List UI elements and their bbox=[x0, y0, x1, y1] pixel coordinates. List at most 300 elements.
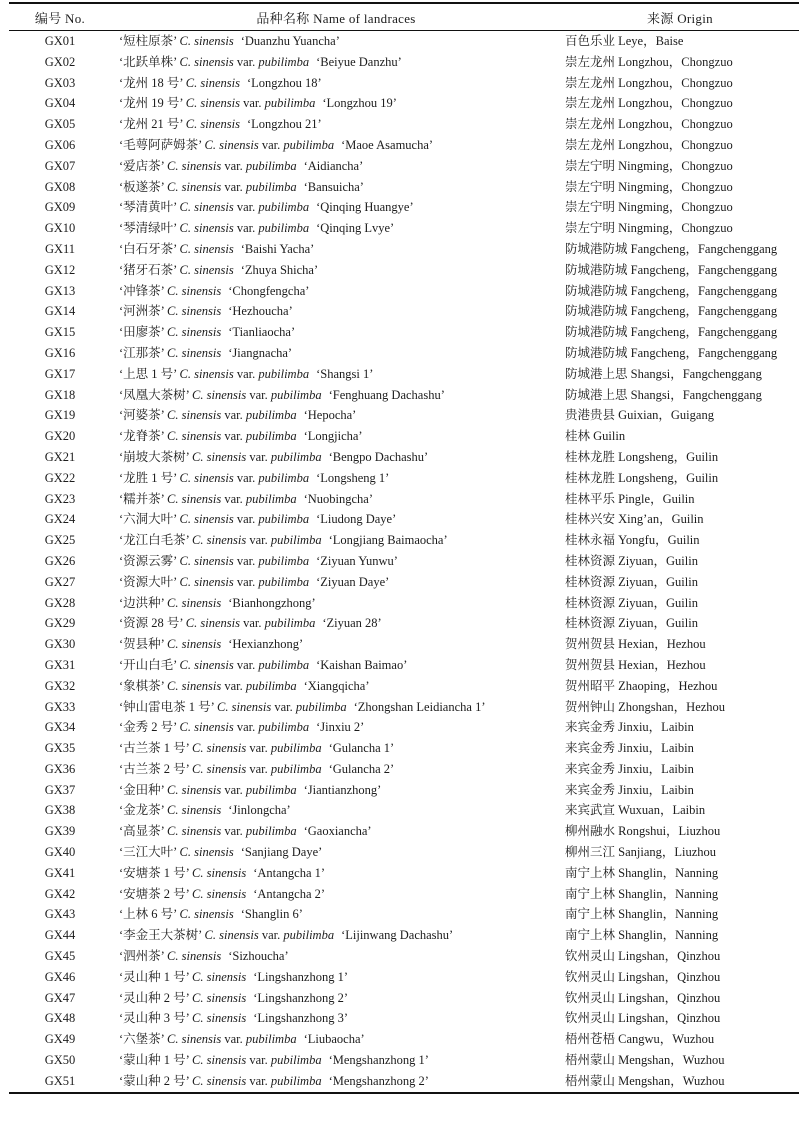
origin: 防城港防城 Fangcheng，Fangchenggang bbox=[565, 325, 778, 340]
landrace-cn-name: ‘龙州 21 号’ bbox=[119, 117, 186, 132]
row-number: GX14 bbox=[44, 304, 76, 319]
cultivar-name: ‘Shangsi 1’ bbox=[316, 366, 374, 381]
cultivar-name: ‘Liubaocha’ bbox=[303, 1032, 365, 1047]
landrace-cn-name: ‘猪牙石茶’ bbox=[119, 262, 180, 277]
species-name: C. sinensis bbox=[204, 137, 259, 152]
row-number: GX33 bbox=[44, 699, 76, 714]
cultivar-name: ‘Bengpo Dachashu’ bbox=[328, 449, 429, 464]
table-row bbox=[9, 800, 799, 821]
variety-abbrev: var. bbox=[246, 1053, 271, 1068]
column-header-no: 编号 No. bbox=[34, 10, 86, 26]
species-name: C. sinensis bbox=[179, 845, 234, 860]
variety-name: pubilimba bbox=[264, 96, 316, 111]
origin: 桂林资源 Ziyuan，Guilin bbox=[565, 553, 698, 568]
landrace-cn-name: ‘田廖茶’ bbox=[119, 325, 168, 340]
landrace-cn-name: ‘泗州茶’ bbox=[119, 949, 168, 964]
landrace-name bbox=[111, 613, 561, 634]
landrace-cn-name: ‘龙州 19 号’ bbox=[119, 96, 186, 111]
landrace-cn-name: ‘边洪种’ bbox=[119, 595, 168, 610]
landrace-cn-name: ‘江那茶’ bbox=[119, 345, 168, 360]
row-number: GX06 bbox=[44, 137, 76, 152]
origin: 来宾金秀 Jinxiu，Laibin bbox=[565, 782, 694, 797]
cultivar-name: ‘Tianliaocha’ bbox=[228, 325, 296, 340]
table-row bbox=[9, 426, 799, 447]
variety-name: pubilimba bbox=[258, 657, 310, 672]
cultivar-name: ‘Duanzhu Yuancha’ bbox=[240, 34, 340, 48]
row-number: GX26 bbox=[44, 553, 76, 568]
landrace-cn-name: ‘北跃单株’ bbox=[119, 54, 180, 69]
origin: 崇左宁明 Ningming，Chongzuo bbox=[565, 200, 733, 215]
landrace-name bbox=[111, 281, 561, 302]
variety-name: pubilimba bbox=[270, 533, 322, 548]
landrace-name bbox=[111, 634, 561, 655]
origin: 防城港上思 Shangsi，Fangchenggang bbox=[565, 366, 762, 381]
table-row bbox=[9, 738, 799, 759]
table-row bbox=[9, 447, 799, 468]
variety-name: pubilimba bbox=[258, 574, 310, 589]
landrace-cn-name: ‘白石牙茶’ bbox=[119, 241, 180, 256]
table-row bbox=[9, 52, 799, 73]
landrace-name bbox=[111, 135, 561, 156]
species-name: C. sinensis bbox=[167, 803, 222, 818]
variety-abbrev: var. bbox=[221, 491, 246, 506]
cultivar-name: ‘Zhuya Shicha’ bbox=[240, 262, 319, 277]
origin: 防城港防城 Fangcheng，Fangchenggang bbox=[565, 345, 778, 360]
row-number: GX27 bbox=[44, 574, 76, 589]
variety-name: pubilimba bbox=[258, 221, 310, 236]
variety-name: pubilimba bbox=[245, 408, 297, 423]
origin: 崇左龙州 Longzhou，Chongzuo bbox=[565, 137, 733, 152]
landrace-cn-name: ‘糯并茶’ bbox=[119, 491, 168, 506]
landrace-cn-name: ‘金龙茶’ bbox=[119, 803, 168, 818]
origin: 桂林资源 Ziyuan，Guilin bbox=[565, 595, 698, 610]
species-name: C. sinensis bbox=[192, 990, 247, 1005]
table-row bbox=[9, 925, 799, 946]
variety-name: pubilimba bbox=[270, 387, 322, 402]
origin: 贺州贺县 Hexian，Hezhou bbox=[565, 657, 706, 672]
landrace-name bbox=[111, 31, 561, 52]
landrace-cn-name: ‘六洞大叶’ bbox=[119, 512, 180, 527]
variety-name: pubilimba bbox=[245, 179, 297, 194]
table-row bbox=[9, 759, 799, 780]
row-number: GX49 bbox=[44, 1032, 76, 1047]
row-number: GX43 bbox=[44, 907, 76, 922]
landrace-cn-name: ‘河婆茶’ bbox=[119, 408, 168, 423]
landrace-name bbox=[111, 967, 561, 988]
cultivar-name: ‘Beiyue Danzhu’ bbox=[316, 54, 402, 69]
variety-abbrev: var. bbox=[233, 574, 259, 589]
row-number: GX46 bbox=[44, 969, 76, 984]
cultivar-name: ‘Longzhou 21’ bbox=[246, 117, 322, 132]
variety-abbrev: var. bbox=[233, 470, 259, 485]
species-name: C. sinensis bbox=[192, 1053, 247, 1068]
variety-abbrev: var. bbox=[246, 1073, 271, 1088]
origin: 桂林永福 Yongfu，Guilin bbox=[565, 533, 700, 548]
table-row bbox=[9, 343, 799, 364]
row-number: GX42 bbox=[44, 886, 76, 901]
variety-name: pubilimba bbox=[264, 616, 316, 631]
landrace-name bbox=[111, 925, 561, 946]
origin: 崇左宁明 Ningming，Chongzuo bbox=[565, 179, 733, 194]
species-name: C. sinensis bbox=[179, 553, 234, 568]
species-name: C. sinensis bbox=[167, 408, 222, 423]
table-row bbox=[9, 385, 799, 406]
landrace-name bbox=[111, 676, 561, 697]
row-number: GX20 bbox=[44, 429, 76, 444]
cultivar-name: ‘Ziyuan Daye’ bbox=[316, 574, 390, 589]
landrace-name bbox=[111, 1008, 561, 1029]
row-number: GX16 bbox=[44, 345, 76, 360]
landrace-name bbox=[111, 301, 561, 322]
landrace-name bbox=[111, 73, 561, 94]
variety-abbrev: var. bbox=[233, 720, 259, 735]
row-number: GX41 bbox=[44, 865, 76, 880]
cultivar-name: ‘Fenghuang Dachashu’ bbox=[328, 387, 445, 402]
table-row bbox=[9, 655, 799, 676]
variety-name: pubilimba bbox=[245, 782, 297, 797]
variety-name: pubilimba bbox=[245, 158, 297, 173]
row-number: GX48 bbox=[44, 1011, 76, 1026]
row-number: GX07 bbox=[44, 158, 76, 173]
row-number: GX21 bbox=[44, 449, 76, 464]
origin: 桂林龙胜 Longsheng，Guilin bbox=[565, 449, 719, 464]
table-row bbox=[9, 572, 799, 593]
variety-abbrev: var. bbox=[233, 553, 259, 568]
landrace-cn-name: ‘龙脊茶’ bbox=[119, 429, 168, 444]
species-name: C. sinensis bbox=[167, 304, 222, 319]
cultivar-name: ‘Longjicha’ bbox=[303, 429, 363, 444]
row-number: GX18 bbox=[44, 387, 76, 402]
cultivar-name: ‘Bianhongzhong’ bbox=[228, 595, 316, 610]
table-row bbox=[9, 551, 799, 572]
species-name: C. sinensis bbox=[167, 637, 222, 652]
cultivar-name: ‘Baishi Yacha’ bbox=[240, 241, 315, 256]
variety-name: pubilimba bbox=[245, 678, 297, 693]
variety-name: pubilimba bbox=[245, 824, 297, 839]
species-name: C. sinensis bbox=[192, 741, 247, 756]
table-row bbox=[9, 530, 799, 551]
landrace-name bbox=[111, 509, 561, 530]
species-name: C. sinensis bbox=[179, 907, 234, 922]
table-row bbox=[9, 468, 799, 489]
landrace-cn-name: ‘金秀 2 号’ bbox=[119, 720, 180, 735]
cultivar-name: ‘Lingshanzhong 2’ bbox=[253, 990, 348, 1005]
variety-name: pubilimba bbox=[270, 1073, 322, 1088]
origin: 梧州苍梧 Cangwu，Wuzhou bbox=[565, 1032, 715, 1047]
landrace-cn-name: ‘三江大叶’ bbox=[119, 845, 180, 860]
origin: 贺州贺县 Hexian，Hezhou bbox=[565, 637, 706, 652]
species-name: C. sinensis bbox=[179, 221, 234, 236]
landrace-name bbox=[111, 884, 561, 905]
cultivar-name: ‘Lingshanzhong 3’ bbox=[253, 1011, 348, 1026]
variety-abbrev: var. bbox=[233, 200, 259, 215]
table-row bbox=[9, 281, 799, 302]
species-name: C. sinensis bbox=[167, 345, 222, 360]
landrace-cn-name: ‘蒙山种 1 号’ bbox=[119, 1053, 193, 1068]
variety-abbrev: var. bbox=[221, 678, 246, 693]
variety-name: pubilimba bbox=[295, 699, 347, 714]
species-name: C. sinensis bbox=[167, 283, 222, 298]
row-number: GX36 bbox=[44, 761, 76, 776]
table-row bbox=[9, 322, 799, 343]
row-number: GX40 bbox=[44, 845, 76, 860]
variety-abbrev: var. bbox=[271, 699, 296, 714]
origin: 贺州昭平 Zhaoping，Hezhou bbox=[565, 678, 718, 693]
species-name: C. sinensis bbox=[192, 886, 247, 901]
origin: 钦州灵山 Lingshan，Qinzhou bbox=[565, 949, 721, 964]
origin: 崇左龙州 Longzhou，Chongzuo bbox=[565, 75, 733, 90]
species-name: C. sinensis bbox=[204, 928, 259, 943]
cultivar-name: ‘Lijinwang Dachashu’ bbox=[341, 928, 454, 943]
row-number: GX04 bbox=[44, 96, 76, 111]
species-name: C. sinensis bbox=[179, 574, 234, 589]
landrace-name bbox=[111, 1071, 561, 1093]
species-name: C. sinensis bbox=[179, 720, 234, 735]
origin: 防城港防城 Fangcheng，Fangchenggang bbox=[565, 262, 778, 277]
landrace-cn-name: ‘凤凰大茶树’ bbox=[119, 387, 193, 402]
origin: 钦州灵山 Lingshan，Qinzhou bbox=[565, 990, 721, 1005]
cultivar-name: ‘Aidiancha’ bbox=[303, 158, 364, 173]
landrace-cn-name: ‘灵山种 1 号’ bbox=[119, 969, 193, 984]
row-number: GX10 bbox=[44, 221, 76, 236]
origin: 桂林资源 Ziyuan，Guilin bbox=[565, 574, 698, 589]
landrace-name bbox=[111, 759, 561, 780]
row-number: GX38 bbox=[44, 803, 76, 818]
landrace-name bbox=[111, 260, 561, 281]
cultivar-name: ‘Hexianzhong’ bbox=[228, 637, 304, 652]
landrace-cn-name: ‘资源云雾’ bbox=[119, 553, 180, 568]
variety-name: pubilimba bbox=[283, 928, 335, 943]
table-row bbox=[9, 31, 799, 52]
cultivar-name: ‘Hepocha’ bbox=[303, 408, 357, 423]
landrace-cn-name: ‘安塘茶 2 号’ bbox=[119, 886, 193, 901]
cultivar-name: ‘Qinqing Huangye’ bbox=[316, 200, 414, 215]
table-row bbox=[9, 946, 799, 967]
variety-abbrev: var. bbox=[246, 741, 271, 756]
species-name: C. sinensis bbox=[167, 782, 222, 797]
cultivar-name: ‘Gulancha 1’ bbox=[328, 741, 395, 756]
cultivar-name: ‘Qinqing Lvye’ bbox=[316, 221, 395, 236]
landrace-cn-name: ‘金田种’ bbox=[119, 782, 168, 797]
origin: 梧州蒙山 Mengshan，Wuzhou bbox=[565, 1073, 725, 1088]
species-name: C. sinensis bbox=[192, 761, 247, 776]
cultivar-name: ‘Liudong Daye’ bbox=[316, 512, 397, 527]
landrace-cn-name: ‘龙州 18 号’ bbox=[119, 75, 186, 90]
origin: 钦州灵山 Lingshan，Qinzhou bbox=[565, 1011, 721, 1026]
table-row bbox=[9, 593, 799, 614]
variety-abbrev: var. bbox=[239, 616, 265, 631]
row-number: GX45 bbox=[44, 949, 76, 964]
variety-abbrev: var. bbox=[246, 387, 271, 402]
table-row bbox=[9, 988, 799, 1009]
row-number: GX30 bbox=[44, 637, 76, 652]
cultivar-name: ‘Mengshanzhong 2’ bbox=[328, 1073, 429, 1088]
variety-abbrev: var. bbox=[246, 533, 271, 548]
cultivar-name: ‘Longzhou 19’ bbox=[322, 96, 397, 111]
landrace-cn-name: ‘安塘茶 1 号’ bbox=[119, 865, 193, 880]
landrace-name bbox=[111, 988, 561, 1009]
row-number: GX28 bbox=[44, 595, 76, 610]
table-row bbox=[9, 697, 799, 718]
column-header-name: 品种名称 Name of landraces bbox=[256, 10, 416, 26]
row-number: GX19 bbox=[44, 408, 76, 423]
table-row bbox=[9, 1008, 799, 1029]
landrace-name bbox=[111, 738, 561, 759]
origin: 桂林兴安 Xing’an，Guilin bbox=[565, 512, 704, 527]
landrace-name bbox=[111, 1029, 561, 1050]
variety-name: pubilimba bbox=[258, 512, 310, 527]
landrace-name bbox=[111, 239, 561, 260]
table-row bbox=[9, 863, 799, 884]
table-row bbox=[9, 114, 799, 135]
variety-abbrev: var. bbox=[221, 408, 246, 423]
table-row bbox=[9, 218, 799, 239]
origin: 来宾武宣 Wuxuan，Laibin bbox=[565, 803, 706, 818]
row-number: GX03 bbox=[44, 75, 76, 90]
origin: 柳州融水 Rongshui，Liuzhou bbox=[565, 824, 721, 839]
origin: 防城港防城 Fangcheng，Fangchenggang bbox=[565, 283, 778, 298]
species-name: C. sinensis bbox=[185, 616, 240, 631]
origin: 桂林平乐 Pingle，Guilin bbox=[565, 491, 695, 506]
row-number: GX44 bbox=[44, 928, 76, 943]
row-number: GX13 bbox=[44, 283, 76, 298]
species-name: C. sinensis bbox=[192, 449, 247, 464]
origin: 桂林资源 Ziyuan，Guilin bbox=[565, 616, 698, 631]
variety-abbrev: var. bbox=[258, 928, 284, 943]
origin: 防城港上思 Shangsi，Fangchenggang bbox=[565, 387, 762, 402]
landrace-name bbox=[111, 655, 561, 676]
table-row bbox=[9, 239, 799, 260]
origin: 崇左龙州 Longzhou，Chongzuo bbox=[565, 96, 733, 111]
row-number: GX39 bbox=[44, 824, 76, 839]
origin: 贺州钟山 Zhongshan，Hezhou bbox=[565, 699, 726, 714]
origin: 崇左宁明 Ningming，Chongzuo bbox=[565, 221, 733, 236]
cultivar-name: ‘Shanglin 6’ bbox=[240, 907, 303, 922]
cultivar-name: ‘Antangcha 2’ bbox=[253, 886, 326, 901]
landrace-cn-name: ‘上思 1 号’ bbox=[119, 366, 180, 381]
cultivar-name: ‘Antangcha 1’ bbox=[253, 865, 326, 880]
table-row bbox=[9, 135, 799, 156]
variety-name: pubilimba bbox=[245, 1032, 297, 1047]
variety-name: pubilimba bbox=[270, 1053, 322, 1068]
species-name: C. sinensis bbox=[192, 1073, 247, 1088]
landrace-cn-name: ‘琴清绿叶’ bbox=[119, 221, 180, 236]
landrace-name bbox=[111, 52, 561, 73]
variety-abbrev: var. bbox=[233, 657, 259, 672]
variety-abbrev: var. bbox=[246, 761, 271, 776]
variety-name: pubilimba bbox=[258, 54, 310, 69]
row-number: GX17 bbox=[44, 366, 76, 381]
species-name: C. sinensis bbox=[179, 470, 234, 485]
table-row bbox=[9, 73, 799, 94]
landrace-name bbox=[111, 93, 561, 114]
table-row bbox=[9, 1071, 799, 1093]
variety-name: pubilimba bbox=[245, 491, 297, 506]
table-row bbox=[9, 1029, 799, 1050]
species-name: C. sinensis bbox=[185, 75, 240, 90]
row-number: GX24 bbox=[44, 512, 76, 527]
species-name: C. sinensis bbox=[167, 179, 222, 194]
species-name: C. sinensis bbox=[167, 158, 222, 173]
variety-abbrev: var. bbox=[258, 137, 284, 152]
variety-name: pubilimba bbox=[270, 761, 322, 776]
table-row bbox=[9, 93, 799, 114]
table-row bbox=[9, 613, 799, 634]
variety-abbrev: var. bbox=[221, 824, 246, 839]
table-row bbox=[9, 717, 799, 738]
landrace-name bbox=[111, 904, 561, 925]
origin: 崇左宁明 Ningming，Chongzuo bbox=[565, 158, 733, 173]
row-number: GX35 bbox=[44, 741, 76, 756]
species-name: C. sinensis bbox=[167, 949, 222, 964]
row-number: GX34 bbox=[44, 720, 76, 735]
landrace-cn-name: ‘毛萼阿萨姆茶’ bbox=[119, 137, 205, 152]
landrace-name bbox=[111, 489, 561, 510]
table-row bbox=[9, 904, 799, 925]
row-number: GX51 bbox=[44, 1073, 76, 1088]
row-number: GX50 bbox=[44, 1053, 76, 1068]
cultivar-name: ‘Jiangnacha’ bbox=[228, 345, 293, 360]
variety-name: pubilimba bbox=[245, 429, 297, 444]
landrace-name bbox=[111, 114, 561, 135]
landrace-cn-name: ‘灵山种 2 号’ bbox=[119, 990, 193, 1005]
species-name: C. sinensis bbox=[179, 54, 234, 69]
landrace-name bbox=[111, 946, 561, 967]
landrace-cn-name: ‘古兰茶 2 号’ bbox=[119, 761, 193, 776]
table-row bbox=[9, 676, 799, 697]
landrace-cn-name: ‘高显茶’ bbox=[119, 824, 168, 839]
species-name: C. sinensis bbox=[167, 429, 222, 444]
species-name: C. sinensis bbox=[217, 699, 272, 714]
table-row bbox=[9, 405, 799, 426]
variety-name: pubilimba bbox=[258, 553, 310, 568]
row-number: GX01 bbox=[44, 34, 76, 48]
cultivar-name: ‘Sanjiang Daye’ bbox=[240, 845, 323, 860]
cultivar-name: ‘Mengshanzhong 1’ bbox=[328, 1053, 429, 1068]
species-name: C. sinensis bbox=[192, 533, 247, 548]
landrace-cn-name: ‘龙胜 1 号’ bbox=[119, 470, 180, 485]
species-name: C. sinensis bbox=[167, 491, 222, 506]
landrace-name bbox=[111, 426, 561, 447]
species-name: C. sinensis bbox=[167, 678, 222, 693]
table-row bbox=[9, 780, 799, 801]
species-name: C. sinensis bbox=[192, 969, 247, 984]
origin: 南宁上林 Shanglin，Nanning bbox=[565, 907, 719, 922]
species-name: C. sinensis bbox=[179, 657, 234, 672]
table-header bbox=[9, 3, 799, 31]
landrace-name bbox=[111, 697, 561, 718]
origin: 南宁上林 Shanglin，Nanning bbox=[565, 886, 719, 901]
landrace-cn-name: ‘冲锋茶’ bbox=[119, 283, 168, 298]
cultivar-name: ‘Chongfengcha’ bbox=[228, 283, 310, 298]
variety-abbrev: var. bbox=[246, 449, 271, 464]
cultivar-name: ‘Longzhou 18’ bbox=[246, 75, 322, 90]
landrace-name bbox=[111, 717, 561, 738]
variety-name: pubilimba bbox=[270, 741, 322, 756]
species-name: C. sinensis bbox=[167, 1032, 222, 1047]
variety-abbrev: var. bbox=[233, 54, 259, 69]
origin: 崇左龙州 Longzhou，Chongzuo bbox=[565, 54, 733, 69]
landrace-cn-name: ‘龙江白毛茶’ bbox=[119, 533, 193, 548]
origin: 防城港防城 Fangcheng，Fangchenggang bbox=[565, 304, 778, 319]
cultivar-name: ‘Bansuicha’ bbox=[303, 179, 364, 194]
landrace-cn-name: ‘琴清黄叶’ bbox=[119, 200, 180, 215]
landrace-cn-name: ‘灵山种 3 号’ bbox=[119, 1011, 193, 1026]
landrace-name bbox=[111, 530, 561, 551]
landrace-cn-name: ‘短柱原茶’ bbox=[119, 34, 180, 48]
landrace-name bbox=[111, 551, 561, 572]
landrace-cn-name: ‘六堡茶’ bbox=[119, 1032, 168, 1047]
